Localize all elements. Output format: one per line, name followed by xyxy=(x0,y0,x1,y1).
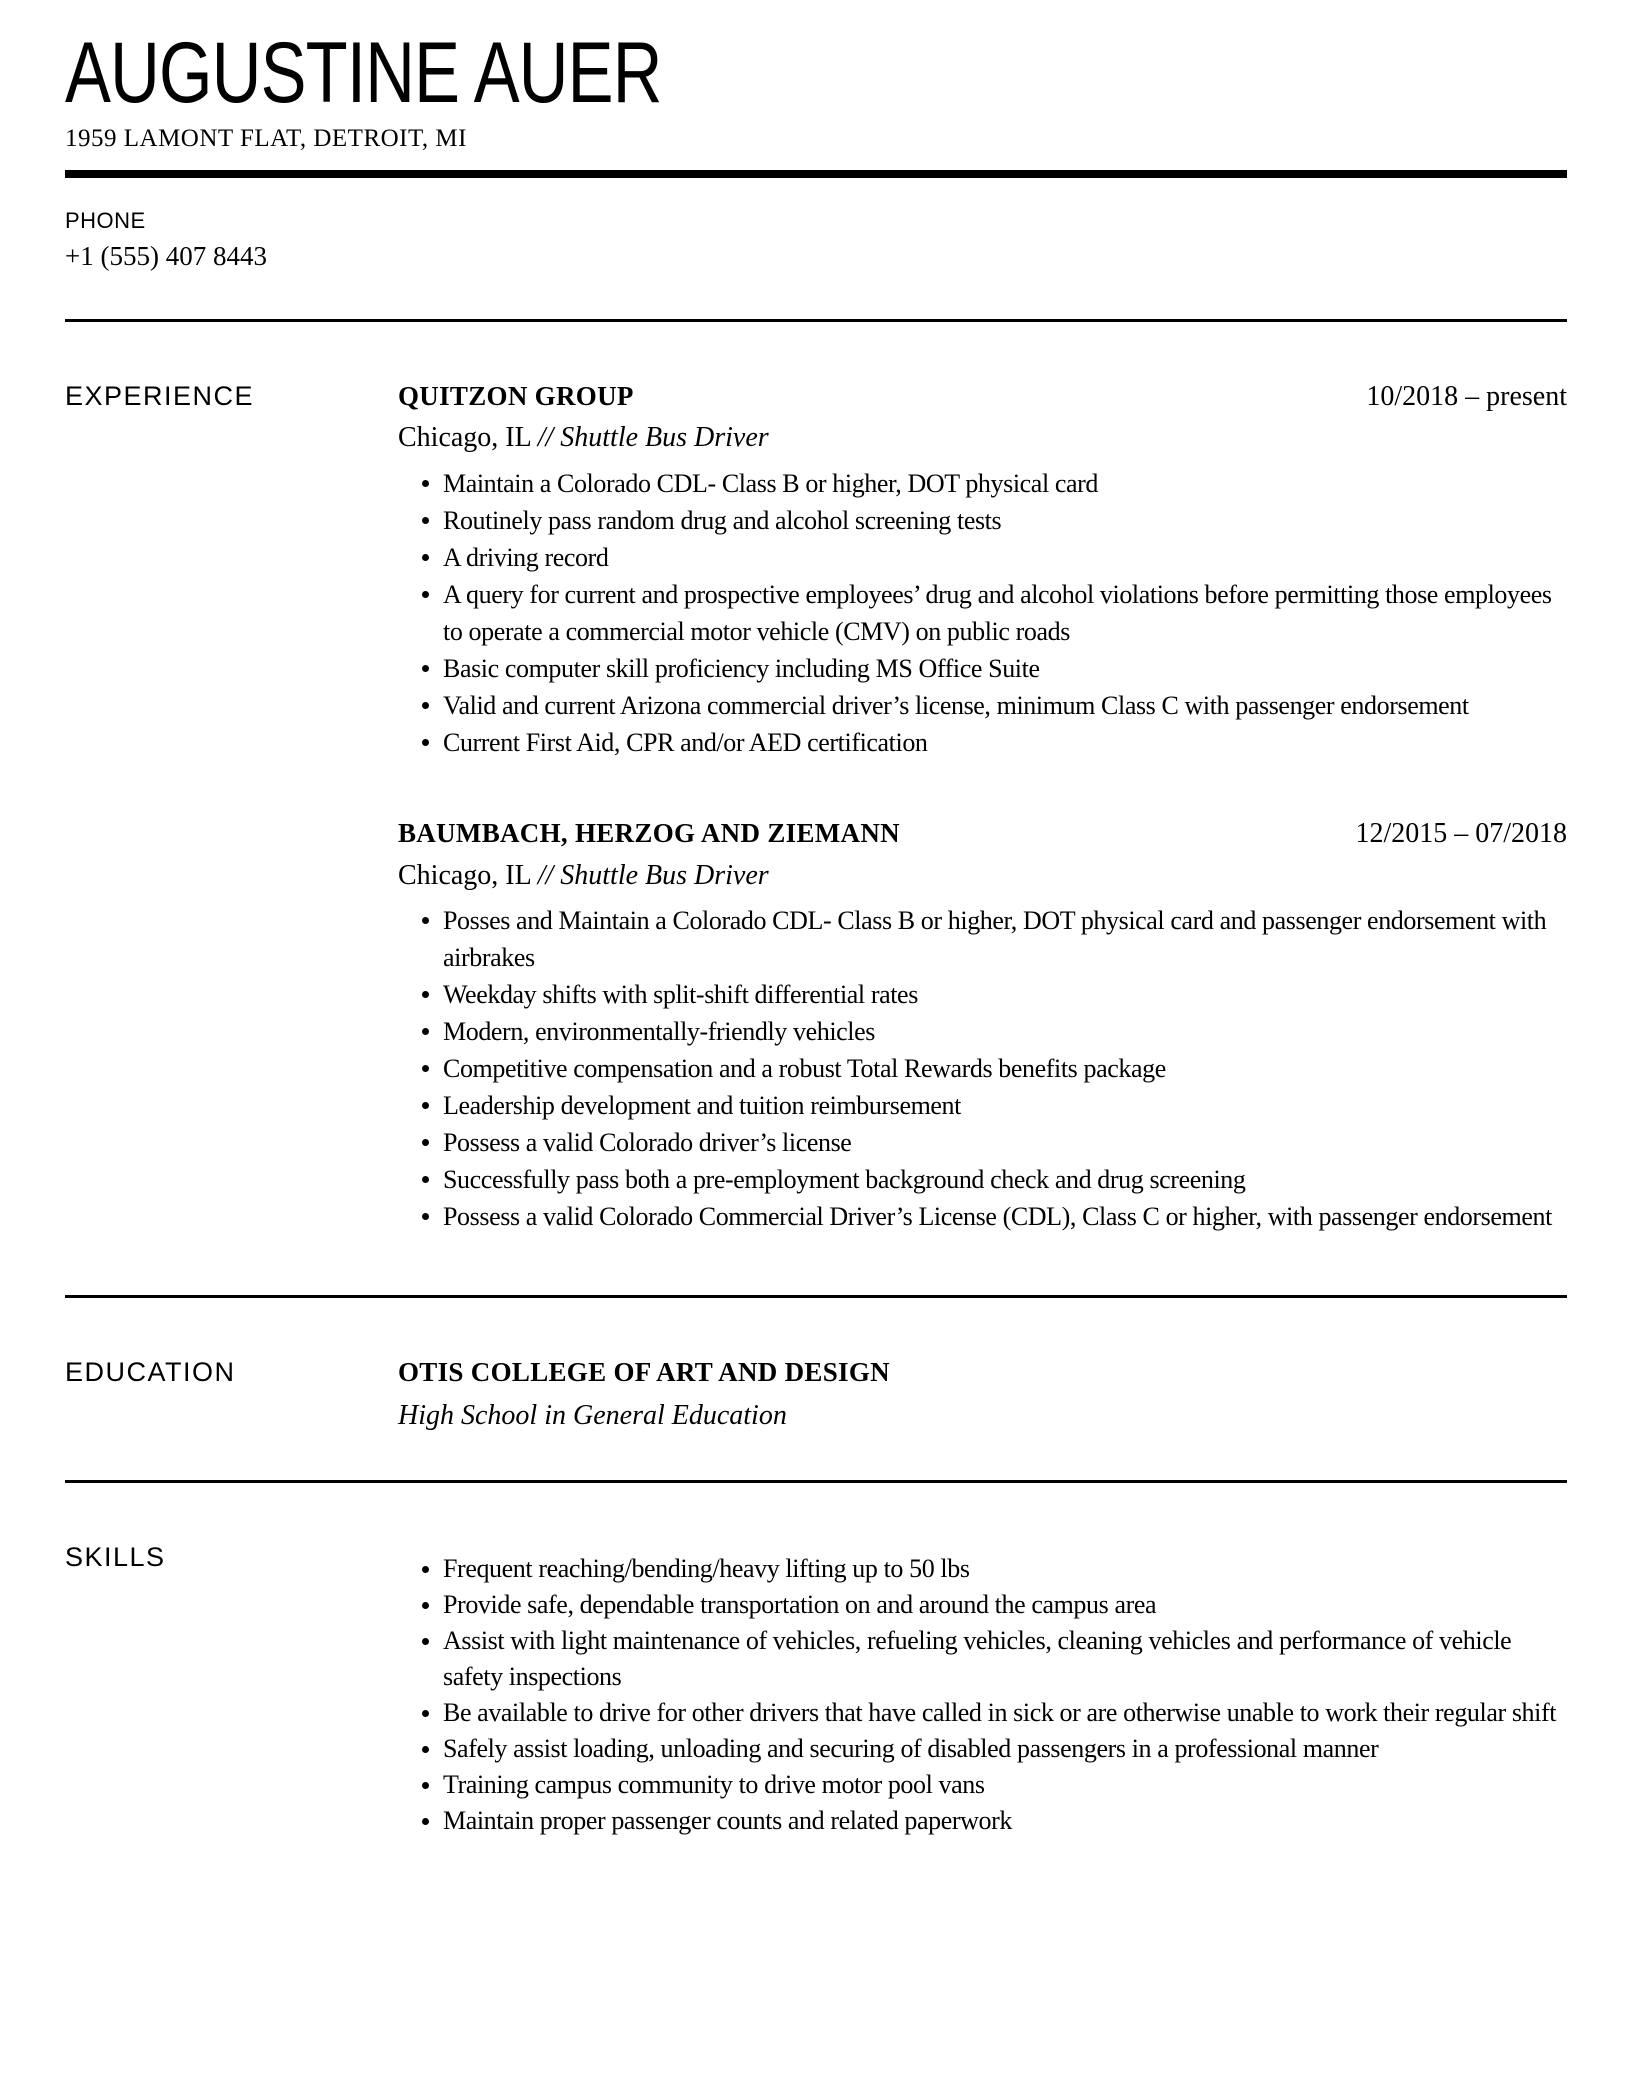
company-name: BAUMBACH, HERZOG AND ZIEMANN xyxy=(398,817,900,848)
skills-section xyxy=(65,1483,1567,1839)
address-line: 1959 LAMONT FLAT, DETROIT, MI xyxy=(65,125,467,152)
job-head xyxy=(398,380,1567,414)
skills-label: SKILLS xyxy=(65,1542,166,1573)
bullet-item: A query for current and prospective employees’ drug and alcohol violations before permitting those employees to operate a commercial motor vehicle (CMV) on public roads xyxy=(398,576,1567,650)
education-content xyxy=(398,1356,1567,1432)
bullet-item: Successfully pass both a pre-employment background check and drug screening xyxy=(398,1161,1567,1198)
bullet-item: Basic computer skill proficiency including MS Office Suite xyxy=(398,650,1567,687)
bullet-item: Maintain a Colorado CDL- Class B or higher, DOT physical card xyxy=(398,465,1567,502)
job-dates: 12/2015 – 07/2018 xyxy=(1355,817,1567,849)
job-role: // Shuttle Bus Driver xyxy=(537,422,769,454)
bullet-item: Possess a valid Colorado driver’s license xyxy=(398,1124,1567,1161)
skills-content xyxy=(398,1541,1567,1839)
header-divider xyxy=(65,170,1567,178)
job-location: Chicago, IL xyxy=(398,859,531,891)
bullet-item: Possess a valid Colorado Commercial Driver’s License (CDL), Class C or higher, with passenger endorsement xyxy=(398,1198,1567,1235)
bullet-item: Leadership development and tuition reimbursement xyxy=(398,1087,1567,1124)
bullet-item: Current First Aid, CPR and/or AED certification xyxy=(398,724,1567,761)
bullet-item: Safely assist loading, unloading and securing of disabled passengers in a professional manner xyxy=(398,1731,1567,1767)
contact-section xyxy=(65,208,1567,273)
education-section xyxy=(65,1298,1567,1432)
experience-content xyxy=(398,380,1567,1235)
education-label: EDUCATION xyxy=(65,1357,236,1388)
bullet-item: Frequent reaching/bending/heavy lifting up to 50 lbs xyxy=(398,1551,1567,1587)
experience-label: EXPERIENCE xyxy=(65,380,255,411)
bullet-item: Weekday shifts with split-shift differential rates xyxy=(398,976,1567,1013)
bullet-item: Training campus community to drive motor pool vans xyxy=(398,1767,1567,1803)
bullet-item: A driving record xyxy=(398,539,1567,576)
bullet-item: Competitive compensation and a robust Total Rewards benefits package xyxy=(398,1050,1567,1087)
job-role: // Shuttle Bus Driver xyxy=(537,859,769,891)
company-name: QUITZON GROUP xyxy=(398,380,634,411)
job-entry xyxy=(398,380,1567,761)
job-subtitle xyxy=(398,859,1567,893)
bullet-item: Routinely pass random drug and alcohol screening tests xyxy=(398,502,1567,539)
bullet-item: Assist with light maintenance of vehicles, refueling vehicles, cleaning vehicles and performance of vehicle safety inspections xyxy=(398,1623,1567,1695)
bullet-item: Provide safe, dependable transportation on and around the campus area xyxy=(398,1587,1567,1623)
bullet-item: Posses and Maintain a Colorado CDL- Class B or higher, DOT physical card and passenger endorsement with airbrakes xyxy=(398,902,1567,976)
experience-section xyxy=(65,322,1567,1235)
job-bullets xyxy=(398,465,1567,761)
phone-value: +1 (555) 407 8443 xyxy=(65,241,267,272)
job-head xyxy=(398,817,1567,851)
candidate-name: AUGUSTINE AUER xyxy=(65,25,662,121)
job-dates: 10/2018 – present xyxy=(1366,380,1567,412)
bullet-item: Modern, environmentally-friendly vehicles xyxy=(398,1013,1567,1050)
job-entry xyxy=(398,817,1567,1235)
bullet-item: Be available to drive for other drivers that have called in sick or are otherwise unable to work their regular shift xyxy=(398,1695,1567,1731)
bullet-item: Valid and current Arizona commercial driver’s license, minimum Class C with passenger endorsement xyxy=(398,687,1567,724)
degree-line: High School in General Education xyxy=(398,1399,787,1431)
job-location: Chicago, IL xyxy=(398,422,531,454)
phone-label: PHONE xyxy=(65,208,146,233)
skills-bullets xyxy=(398,1551,1567,1839)
job-bullets xyxy=(398,902,1567,1235)
school-name: OTIS COLLEGE OF ART AND DESIGN xyxy=(398,1357,890,1388)
bullet-item: Maintain proper passenger counts and related paperwork xyxy=(398,1803,1567,1839)
job-subtitle xyxy=(398,421,1567,455)
header xyxy=(65,25,1567,154)
